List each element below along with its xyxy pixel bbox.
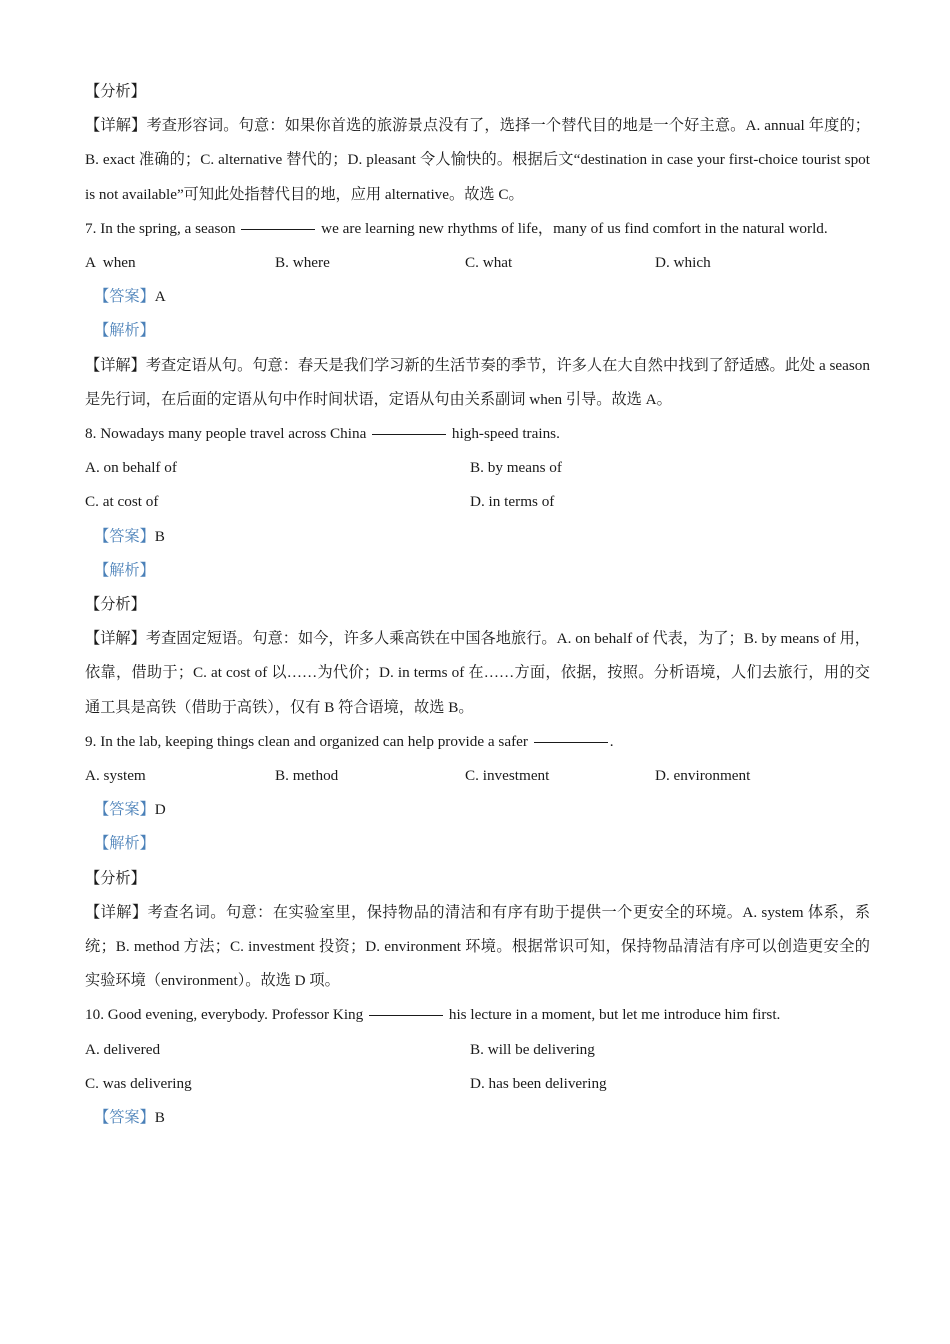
answer-blank <box>534 742 608 743</box>
explanation-marker: 【解析】 <box>94 561 155 579</box>
answer-line <box>85 1101 870 1135</box>
explanation-marker: 【解析】 <box>94 322 155 340</box>
stem-before-blank: Good evening, everybody. Professor King <box>107 1006 364 1024</box>
option-c[interactable]: C. at cost of <box>85 493 159 511</box>
answer-line <box>85 280 870 314</box>
stem-after-blank: we are learning new rhythms of life，many of us find comfort in the natural world. <box>321 219 828 237</box>
detail-paragraph: 【详解】考查名词。句意：在实验室里，保持物品的清洁和有序有助于提供一个更安全的环境。A. system 体系，系统；B. method 方法；C. investment 投资；D. environment 环境。根据常识可知，保持物品清洁有序可以创造更安全的实验环境（environment）。故选 D 项。 <box>85 903 870 990</box>
option-c[interactable]: C. investment <box>465 767 550 785</box>
option-d[interactable]: D. which <box>655 254 711 272</box>
answer-blank <box>369 1015 443 1016</box>
answer-value: A <box>154 288 166 306</box>
explanation-line <box>85 314 870 348</box>
question-stem <box>85 725 870 759</box>
question-number: 8. <box>85 425 97 443</box>
question-number: 10. <box>85 1006 104 1024</box>
option-row <box>85 1067 870 1101</box>
answer-line <box>85 520 870 554</box>
option-c[interactable]: C. was delivering <box>85 1074 192 1092</box>
answer-blank <box>241 229 315 230</box>
answer-marker: 【答案】 <box>94 1109 155 1127</box>
stem-before-blank: In the spring, a season <box>100 219 236 237</box>
question-stem <box>85 212 870 246</box>
option-row <box>85 451 870 485</box>
detail-paragraph: 【详解】考查形容词。句意：如果你首选的旅游景点没有了，选择一个替代目的地是一个好主意。A. annual 年度的；B. exact 准确的；C. alternative 替代的；D. pleasant 令人愉快的。根据后文“destination in case your first-choice tourist spot is not available”可知此处指替代目的地，应用 alternative。故选 C。 <box>85 117 874 203</box>
answer-marker: 【答案】 <box>94 801 155 819</box>
detail-paragraph: 【详解】考查固定短语。句意：如今，许多人乘高铁在中国各地旅行。A. on behalf of 代表，为了；B. by means of 用，依靠，借助于；C. at cost of 以……为代价；D. in terms of 在……方面，依据，按照。分析语境，人们去旅行，用的交通工具是高铁（借助于高铁），仅有 B 符合语境，故选 B。 <box>85 630 870 716</box>
option-row <box>85 246 870 280</box>
answer-value: B <box>154 527 165 545</box>
stem-before-blank: Nowadays many people travel across China <box>100 425 367 443</box>
question-number: 9. <box>85 732 97 750</box>
option-d[interactable]: D. environment <box>655 767 751 785</box>
option-b[interactable]: B. method <box>275 767 339 785</box>
explanation-line <box>85 827 870 861</box>
option-a[interactable]: A. system <box>85 767 146 785</box>
option-a[interactable]: A. delivered <box>85 1040 161 1058</box>
answer-value: B <box>154 1109 165 1127</box>
option-b[interactable]: B. by means of <box>470 459 562 477</box>
option-a[interactable]: A when <box>85 254 136 272</box>
explanation-line <box>85 554 870 588</box>
analysis-heading: 【分析】 <box>85 596 146 614</box>
option-row <box>85 485 870 519</box>
option-b[interactable]: B. will be delivering <box>470 1040 595 1058</box>
stem-after-blank: high-speed trains. <box>451 425 560 443</box>
question-stem <box>85 998 870 1032</box>
question-number: 7. <box>85 219 97 237</box>
answer-line <box>85 793 870 827</box>
document-body <box>85 75 874 1135</box>
stem-after-blank: . <box>609 732 614 750</box>
question-stem <box>85 417 870 451</box>
option-row <box>85 759 870 793</box>
analysis-heading: 【分析】 <box>85 869 146 887</box>
answer-blank <box>372 434 446 435</box>
option-row <box>85 1033 870 1067</box>
answer-value: D <box>154 801 166 819</box>
stem-before-blank: In the lab, keeping things clean and organized can help provide a safer <box>100 732 528 750</box>
detail-paragraph: 【详解】考查定语从句。句意：春天是我们学习新的生活节奏的季节，许多人在大自然中找到了舒适感。此处 a season 是先行词，在后面的定语从句中作时间状语，定语从句由关系副词 when 引导。故选 A。 <box>85 356 874 408</box>
answer-marker: 【答案】 <box>94 527 155 545</box>
option-a[interactable]: A. on behalf of <box>85 459 177 477</box>
answer-marker: 【答案】 <box>94 288 155 306</box>
stem-after-blank: his lecture in a moment, but let me introduce him first. <box>448 1006 781 1024</box>
option-d[interactable]: D. in terms of <box>470 493 555 511</box>
option-c[interactable]: C. what <box>465 254 513 272</box>
explanation-marker: 【解析】 <box>94 835 155 853</box>
option-b[interactable]: B. where <box>275 254 330 272</box>
analysis-heading: 【分析】 <box>85 83 146 100</box>
option-d[interactable]: D. has been delivering <box>470 1074 607 1092</box>
